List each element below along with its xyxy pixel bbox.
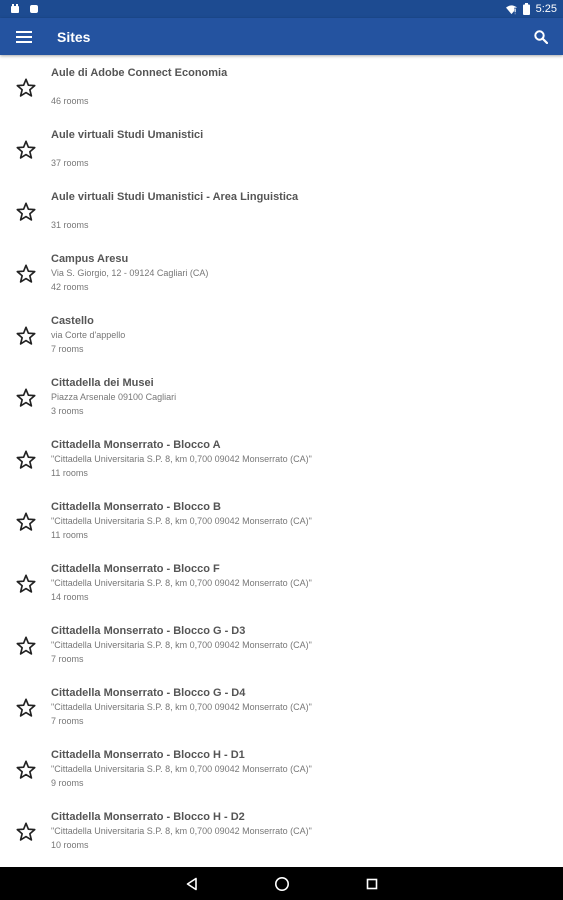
list-item[interactable]	[0, 242, 563, 304]
list-item[interactable]	[0, 552, 563, 614]
site-address: Via S. Giorgio, 12 - 09124 Cagliari (CA)	[51, 268, 209, 278]
list-item[interactable]	[0, 118, 563, 180]
star-outline-icon	[15, 573, 37, 595]
favorite-star-icon[interactable]	[13, 199, 39, 225]
site-room-count: 10 rooms	[51, 840, 89, 850]
site-name: Cittadella Monserrato - Blocco B	[51, 501, 221, 513]
site-room-count: 42 rooms	[51, 282, 89, 292]
star-outline-icon	[15, 449, 37, 471]
favorite-star-icon[interactable]	[13, 633, 39, 659]
site-address: "Cittadella Universitaria S.P. 8, km 0,700 09042 Monserrato (CA)"	[51, 640, 312, 650]
search-button[interactable]	[529, 25, 553, 49]
hamburger-menu-icon	[16, 31, 32, 43]
favorite-star-icon[interactable]	[13, 571, 39, 597]
site-name: Cittadella Monserrato - Blocco G - D3	[51, 625, 246, 637]
notification-icon	[29, 4, 39, 14]
star-outline-icon	[15, 139, 37, 161]
sites-list	[0, 55, 563, 867]
favorite-star-icon[interactable]	[13, 509, 39, 535]
favorite-star-icon[interactable]	[13, 261, 39, 287]
star-outline-icon	[15, 821, 37, 843]
site-name: Aule virtuali Studi Umanistici	[51, 129, 204, 141]
site-name: Cittadella Monserrato - Blocco H - D2	[51, 811, 245, 823]
favorite-star-icon[interactable]	[13, 137, 39, 163]
site-room-count: 7 rooms	[51, 344, 84, 354]
site-address: "Cittadella Universitaria S.P. 8, km 0,700 09042 Monserrato (CA)"	[51, 826, 312, 836]
back-icon	[185, 877, 199, 891]
favorite-star-icon[interactable]	[13, 447, 39, 473]
status-bar-system	[506, 1, 557, 17]
site-room-count: 11 rooms	[51, 530, 88, 540]
list-item[interactable]	[0, 800, 563, 862]
site-address: via Corte d'appello	[51, 330, 126, 340]
list-item[interactable]	[0, 56, 563, 118]
star-outline-icon	[15, 263, 37, 285]
wifi-icon	[506, 4, 517, 15]
list-item[interactable]	[0, 304, 563, 366]
star-outline-icon	[15, 697, 37, 719]
list-item[interactable]	[0, 366, 563, 428]
site-name: Cittadella Monserrato - Blocco A	[51, 439, 221, 451]
site-address: "Cittadella Universitaria S.P. 8, km 0,700 09042 Monserrato (CA)"	[51, 516, 312, 526]
site-room-count: 9 rooms	[51, 778, 84, 788]
menu-button[interactable]	[12, 25, 36, 49]
favorite-star-icon[interactable]	[13, 819, 39, 845]
home-icon	[274, 876, 290, 892]
star-outline-icon	[15, 325, 37, 347]
recents-icon	[365, 877, 379, 891]
status-bar-notifications	[10, 4, 39, 14]
site-name: Cittadella Monserrato - Blocco F	[51, 563, 220, 575]
star-outline-icon	[15, 201, 37, 223]
site-room-count: 7 rooms	[51, 654, 84, 664]
favorite-star-icon[interactable]	[13, 757, 39, 783]
list-item[interactable]	[0, 490, 563, 552]
search-icon	[534, 30, 548, 44]
site-name: Castello	[51, 315, 94, 327]
site-address: "Cittadella Universitaria S.P. 8, km 0,700 09042 Monserrato (CA)"	[51, 454, 312, 464]
site-address: Piazza Arsenale 09100 Cagliari	[51, 392, 177, 402]
recents-button[interactable]	[361, 873, 383, 895]
status-time: 5:25	[535, 3, 557, 15]
site-room-count: 3 rooms	[51, 406, 84, 416]
list-item[interactable]	[0, 614, 563, 676]
site-name: Cittadella dei Musei	[51, 377, 154, 389]
site-address: "Cittadella Universitaria S.P. 8, km 0,700 09042 Monserrato (CA)"	[51, 764, 312, 774]
site-room-count: 14 rooms	[51, 592, 89, 602]
star-outline-icon	[15, 759, 37, 781]
favorite-star-icon[interactable]	[13, 385, 39, 411]
back-button[interactable]	[181, 873, 203, 895]
home-button[interactable]	[271, 873, 293, 895]
favorite-star-icon[interactable]	[13, 323, 39, 349]
list-item[interactable]	[0, 428, 563, 490]
site-name: Aule virtuali Studi Umanistici - Area Linguistica	[51, 191, 299, 203]
site-name: Aule di Adobe Connect Economia	[51, 67, 228, 79]
favorite-star-icon[interactable]	[13, 695, 39, 721]
list-item[interactable]	[0, 738, 563, 800]
site-room-count: 46 rooms	[51, 96, 89, 106]
page-title: Sites	[57, 29, 91, 45]
navigation-bar	[0, 867, 563, 900]
star-outline-icon	[15, 77, 37, 99]
site-name: Cittadella Monserrato - Blocco H - D1	[51, 749, 245, 761]
list-item[interactable]	[0, 180, 563, 242]
list-item[interactable]	[0, 676, 563, 738]
site-room-count: 11 rooms	[51, 468, 88, 478]
site-address: "Cittadella Universitaria S.P. 8, km 0,700 09042 Monserrato (CA)"	[51, 578, 312, 588]
star-outline-icon	[15, 387, 37, 409]
site-room-count: 31 rooms	[51, 220, 89, 230]
status-bar	[0, 0, 563, 18]
site-name: Cittadella Monserrato - Blocco G - D4	[51, 687, 246, 699]
notification-icon	[10, 4, 20, 14]
star-outline-icon	[15, 635, 37, 657]
site-room-count: 37 rooms	[51, 158, 89, 168]
star-outline-icon	[15, 511, 37, 533]
site-address: "Cittadella Universitaria S.P. 8, km 0,700 09042 Monserrato (CA)"	[51, 702, 312, 712]
battery-icon	[523, 3, 530, 15]
favorite-star-icon[interactable]	[13, 75, 39, 101]
app-bar	[0, 18, 563, 55]
site-name: Campus Aresu	[51, 253, 129, 265]
site-room-count: 7 rooms	[51, 716, 84, 726]
